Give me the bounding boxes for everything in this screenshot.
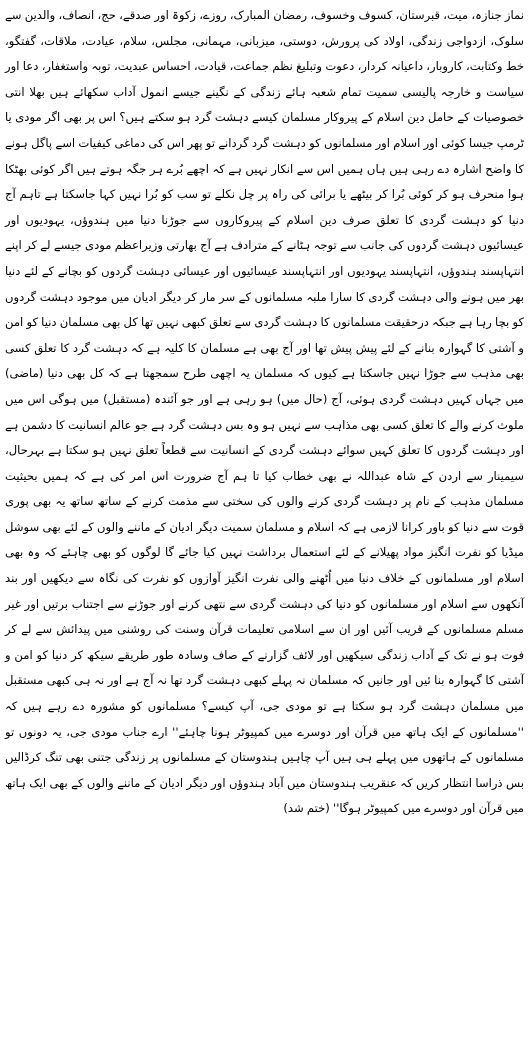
article-paragraph: نماز جنازہ، میت، قبرستان، کسوف وخسوف، رمضان المبارک، روزے، زکوۃ اور صدقے، حج، انصاف، والدین سے سلوک، ازدواجی زندگی، اولاد کی پرورش، دوستی، میزبانی، مہمانی، مجلس، سلام، عیادت، ملاقات، گفتگو، خط وکتابت، کاروبار، داعیانہ کردار، دعوت وتبلیغ نظم جماعت، قیادت، احساس عبدیت، توبہ واستغفار، دعا اور سیاست و خارجہ پالیسی سمیت تمام شعبہ ہائے زندگی کے نگینے جیسے انمول آداب سکھائے ہیں بھلا انتی خصوصیات کے حامل دین اسلام کے پیروکار مسلمان کیسے دہشت گرد ہو سکتے ہیں؟ اس پر بھی اگر مودی یا ٹرمپ جیسا کوئی اور اسلام اور مسلمانوں کو دہشت گرد گردانے تو پھر اس کی دماغی کیفیات اسے پاگل ہونے کا واضح اشارہ دے رہی ہیں ہاں ہمیں اس سے انکار نہیں ہے کہ اچھے بُرے ہر جگہ ہوتے ہیں اگر کوئی بھٹکا ہوا منحرف ہو کر کوئی بُرا کر بیٹھے یا برائی کی راہ پر چل نکلے تو سب کو بُرا نہیں کہا جاسکتا ہے تاہم آج دنیا کو دہشت گردی کا تعلق صرف دین اسلام کے پیروکاروں سے جوڑنا دنیا میں ہندوؤں، یہودیوں اور عیسائیوں دہشت گردوں کی جانب سے توجہ ہٹانے کے مترادف ہے آج بھارتی وزیراعظم مودی جیسے لے کر اپنے انتہاپسند ہندوؤں، انتہاپسند یہودیوں اور انتہاپسند عیسائیوں اور عیسائی دہشت گردوں کو بچانے کے لئے دنیا بھر میں ہونے والی دہشت گردی کا سارا ملبہ مسلمانوں کے سر مار کر دیگر ادیان میں موجود دہشت گردوں کو بچا رہا ہے جبکہ درحقیقت مسلمانوں کا دہشت گردی سے تعلق کبھی نہیں تھا کل بھی مسلمان دنیا کو امن و آشتی کا گہوارہ بنانے کے لئے پیش پیش تھا اور آج بھی ہے مسلمان کا کلیہ ہے کہ دہشت گرد کا تعلق کسی بھی مذہب سے جوڑا نہیں جاسکتا ہے کیوں کہ مسلمان یہ اچھی طرح سمجھتا ہے کہ کل بھی دنیا (ماضی) میں جہاں کہیں دہشت گردی ہوئی، آج (حال میں) ہو رہی ہے اور جو آئندہ (مستقبل) میں ہوگی اس میں ملوث کرنے والے کا تعلق کسی بھی مذاہب سے نہیں ہو وہ بس دہشت گرد ہے جو عالم انسانیت کا دشمن ہے اور دہشت گردوں کا تعلق کہیں سوائے دہشت گردی کے انسانیت سے قطعاً تعلق نہیں ہو سکتا ہے بہرحال، سیمینار سے اردن کے شاہ عبداللہ نے بھی خطاب کیا تا ہم آج ضرورت اس امر کی ہے کہ ہمیں بحیثیت مسلمان مذہب کے نام پر دہشت گردی کرنے والوں کی سختی سے مذمت کرنے کے ساتھ ساتھ یہ بھی پوری قوت سے دنیا کو باور کرانا لازمی ہے کہ اسلام و مسلمان سمیت دیگر ادیان کے ماننے والوں کے لئے بھی سوشل میڈیا کو نفرت انگیز مواد پھیلانے کے لئے استعمال برداشت نہیں کیا جائے گا لوگوں کو بھی چاہئے کہ وہ بھی اسلام اور مسلمانوں کے خلاف دنیا میں اُٹھنے والی نفرت انگیز آوازوں کو نفرت کی نگاہ سے دیکھیں اور بند آنکھوں سے اسلام اور مسلمانوں کو دنیا کی دہشت گردی سے نتھی کرنے اور جوڑنے سے اجتناب برتیں اور غیر مسلم مسلمانوں کے قریب آئیں اور ان سے اسلامی تعلیمات قرآن وسنت کی روشنی میں پیدائش سے لے کر فوت ہو نے تک کے آداب زندگی سیکھیں اور لائف گزارنے کے صاف وسادہ طور طریقے سیکھ کر دنیا کو امن و آشتی کا گہوارہ بنا ئیں اور جانیں کہ مسلمان نہ پہلے کبھی دہشت گرد تھا نہ آج ہے اور نہ ہی کبھی مستقبل میں مسلمان دہشت گرد ہو سکتا ہے تو مودی جی، آپ کیسے؟ مسلمانوں کو مشورہ دے رہے ہیں کہ ''مسلمانوں کے ایک ہاتھ میں قرآن اور دوسرے میں کمپیوٹر ہونا چاہئے'' ارے جناب مودی جی، یہ دونوں تو مسلمانوں کے ہاتھوں میں پہلے ہی ہیں آپ چاہیں ہندوستان کے مسلمانوں پر زندگی جتنی بھی تنگ کرڈالیں بس ذراسا انتظار کریں کہ عنقریب ہندوستان میں آباد ہندوؤں اور دیگر ادیان کے ماننے والوں کے بھی ایک ہاتھ میں قرآن اور دوسرے میں کمپیوٹر ہوگا'' (ختم شد) (5, 8, 524, 816)
urdu-article-body (5, 3, 524, 822)
